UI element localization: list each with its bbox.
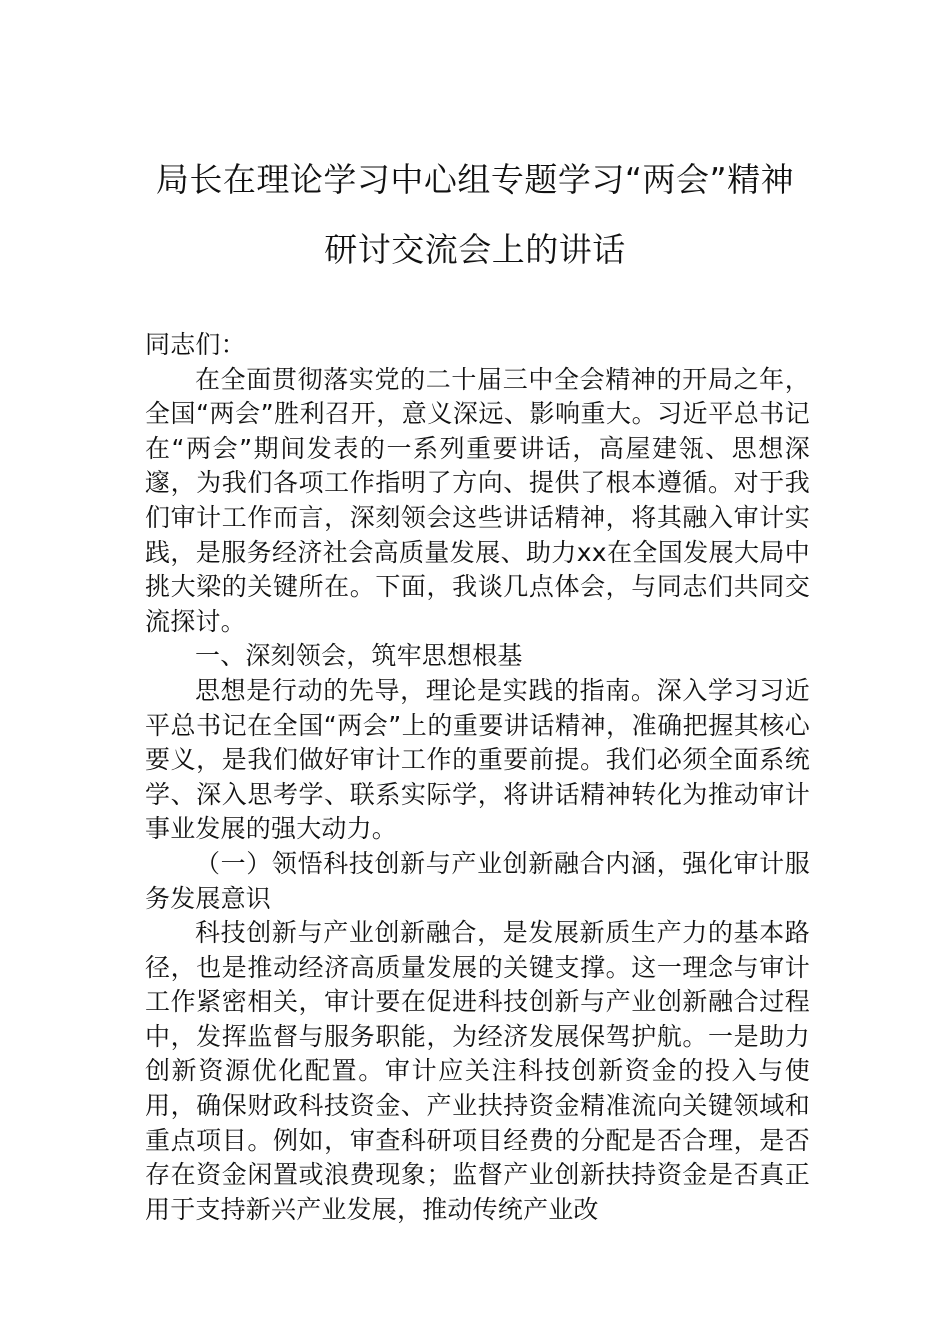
title-line-1: 局长在理论学习中心组专题学习“两会”精神	[155, 160, 795, 199]
paragraph-intro: 在全面贯彻落实党的二十届三中全会精神的开局之年，全国“两会”胜利召开，意义深远、影响重大。习近平总书记在“两会”期间发表的一系列重要讲话，高屋建瓴、思想深邃，为我们各项工作指明了方向、提供了根本遵循。对于我们审计工作而言，深刻领会这些讲话精神，将其融入审计实践，是服务经济社会高质量发展、助力xx在全国发展大局中挑大梁的关键所在。下面，我谈几点体会，与同志们共同交流探讨。	[145, 364, 810, 636]
salutation: 同志们：	[145, 330, 246, 359]
paragraph-subsection-1: 科技创新与产业创新融合，是发展新质生产力的基本路径，也是推动经济高质量发展的关键支撑。这一理念与审计工作紧密相关，审计要在促进科技创新与产业创新融合过程中，发挥监督与服务职能，为经济发展保驾护航。一是助力创新资源优化配置。审计应关注科技创新资金的投入与使用，确保财政科技资金、产业扶持资金精准流向关键领域和重点项目。例如，审查科研项目经费的分配是否合理，是否存在资金闲置或浪费现象；监督产业创新扶持资金是否真正用于支持新兴产业发展，推动传统产业改	[145, 918, 810, 1224]
document-title	[100, 160, 850, 270]
paragraph-section-1: 思想是行动的先导，理论是实践的指南。深入学习习近平总书记在全国“两会”上的重要讲话精神，准确把握其核心要义，是我们做好审计工作的重要前提。我们必须全面系统学、深入思考学、联系实际学，将讲话精神转化为推动审计事业发展的强大动力。	[145, 675, 810, 844]
subsection-heading-1: （一）领悟科技创新与产业创新融合内涵，强化审计服务发展意识	[145, 848, 810, 913]
section-heading-1: 一、深刻领会，筑牢思想根基	[195, 641, 523, 671]
document-body	[145, 328, 810, 1227]
title-line-2: 研讨交流会上的讲话	[324, 230, 626, 269]
